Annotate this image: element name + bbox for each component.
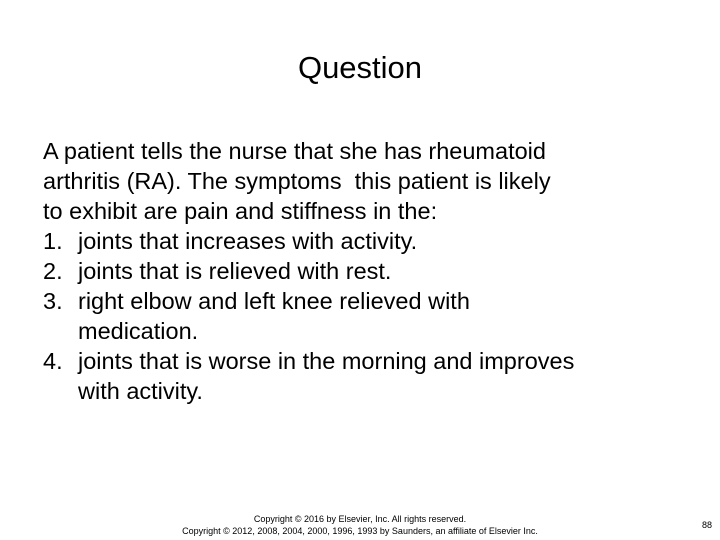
option-text: joints that increases with activity. [78, 228, 418, 254]
option-number: 4. [43, 348, 63, 374]
answer-option-1 [43, 226, 683, 256]
answer-option-4 [43, 346, 588, 406]
answer-option-2 [43, 256, 683, 286]
option-text: joints that is relieved with rest. [78, 258, 392, 284]
footer-copyright [150, 513, 570, 537]
option-number: 1. [43, 228, 63, 254]
copyright-line: Copyright © 2016 by Elsevier, Inc. All rights reserved. [253, 514, 467, 524]
stem-line: arthritis (RA). The symptoms this patient is likely [43, 168, 551, 194]
question-stem [43, 136, 683, 226]
option-text: joints that is worse in the morning and improves with activity. [78, 348, 575, 404]
copyright-line: Copyright © 2012, 2008, 2004, 2000, 1996, 1993 by Saunders, an affiliate of Elsevier Inc. [182, 526, 538, 536]
option-number: 2. [43, 258, 63, 284]
option-number: 3. [43, 288, 63, 314]
stem-line: A patient tells the nurse that she has rheumatoid [43, 138, 546, 164]
option-text: right elbow and left knee relieved with medication. [78, 288, 470, 344]
slide-title: Question [297, 50, 423, 85]
question-body [43, 136, 683, 406]
answer-option-3 [43, 286, 583, 346]
stem-line: to exhibit are pain and stiffness in the: [43, 198, 438, 224]
answer-options [43, 226, 683, 406]
page-number: 88 [701, 520, 712, 530]
